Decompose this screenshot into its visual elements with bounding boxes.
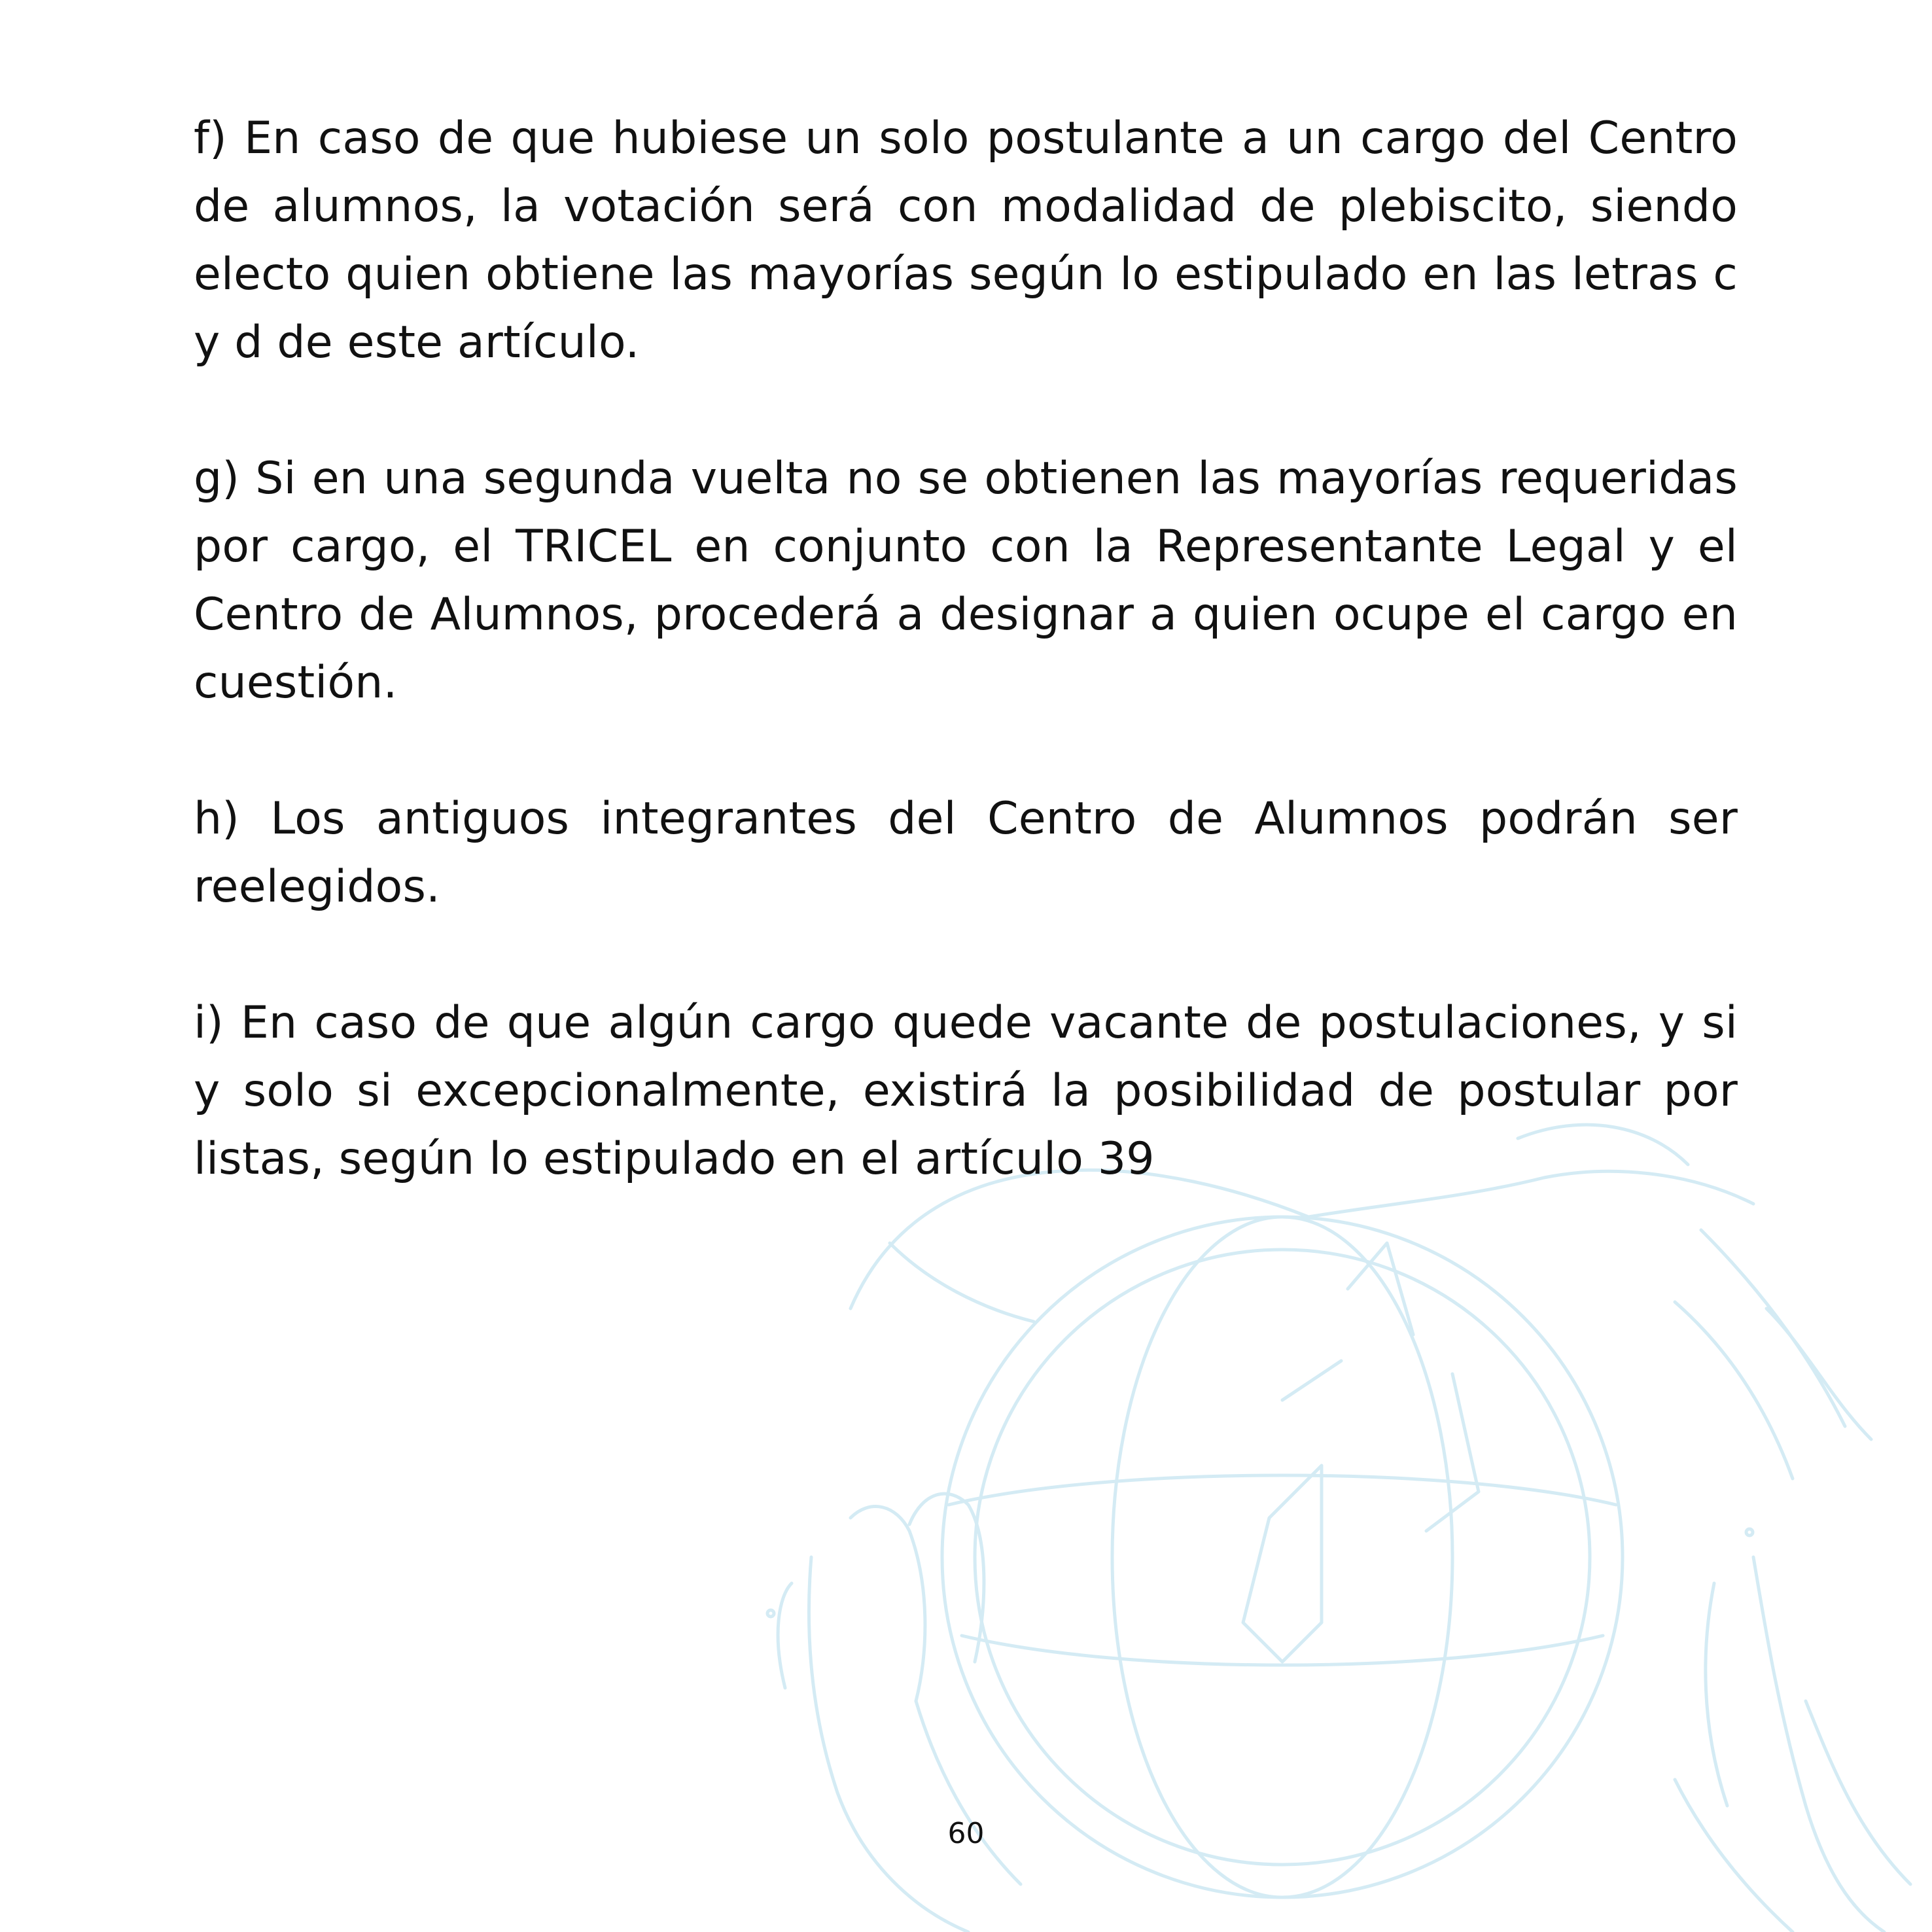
paragraph-h: h) Los antiguos integrantes del Centro de Alumnos podrán ser reelegidos. <box>194 793 1738 913</box>
paragraph-f: f) En caso de que hubiese un solo postulante a un cargo del Centro de alumnos, la votación será con modalidad de plebiscito, siendo electo quien obtiene las mayorías según lo estipulado en las letras c y d de este artículo. <box>194 113 1738 368</box>
paragraph-g: g) Si en una segunda vuelta no se obtienen las mayorías requeridas por cargo, el TRICEL en conjunto con la Representante Legal y el Centro de Alumnos, procederá a designar a quien ocupe el cargo en cuestión. <box>194 453 1738 709</box>
paragraph-i: i) En caso de que algún cargo quede vacante de postulaciones, y si y solo si excepcionalmente, existirá la posibilidad de postular por listas, según lo estipulado en el artículo 39 <box>194 997 1738 1185</box>
page-number: 60 <box>947 1817 985 1850</box>
document-body <box>194 105 1738 1261</box>
